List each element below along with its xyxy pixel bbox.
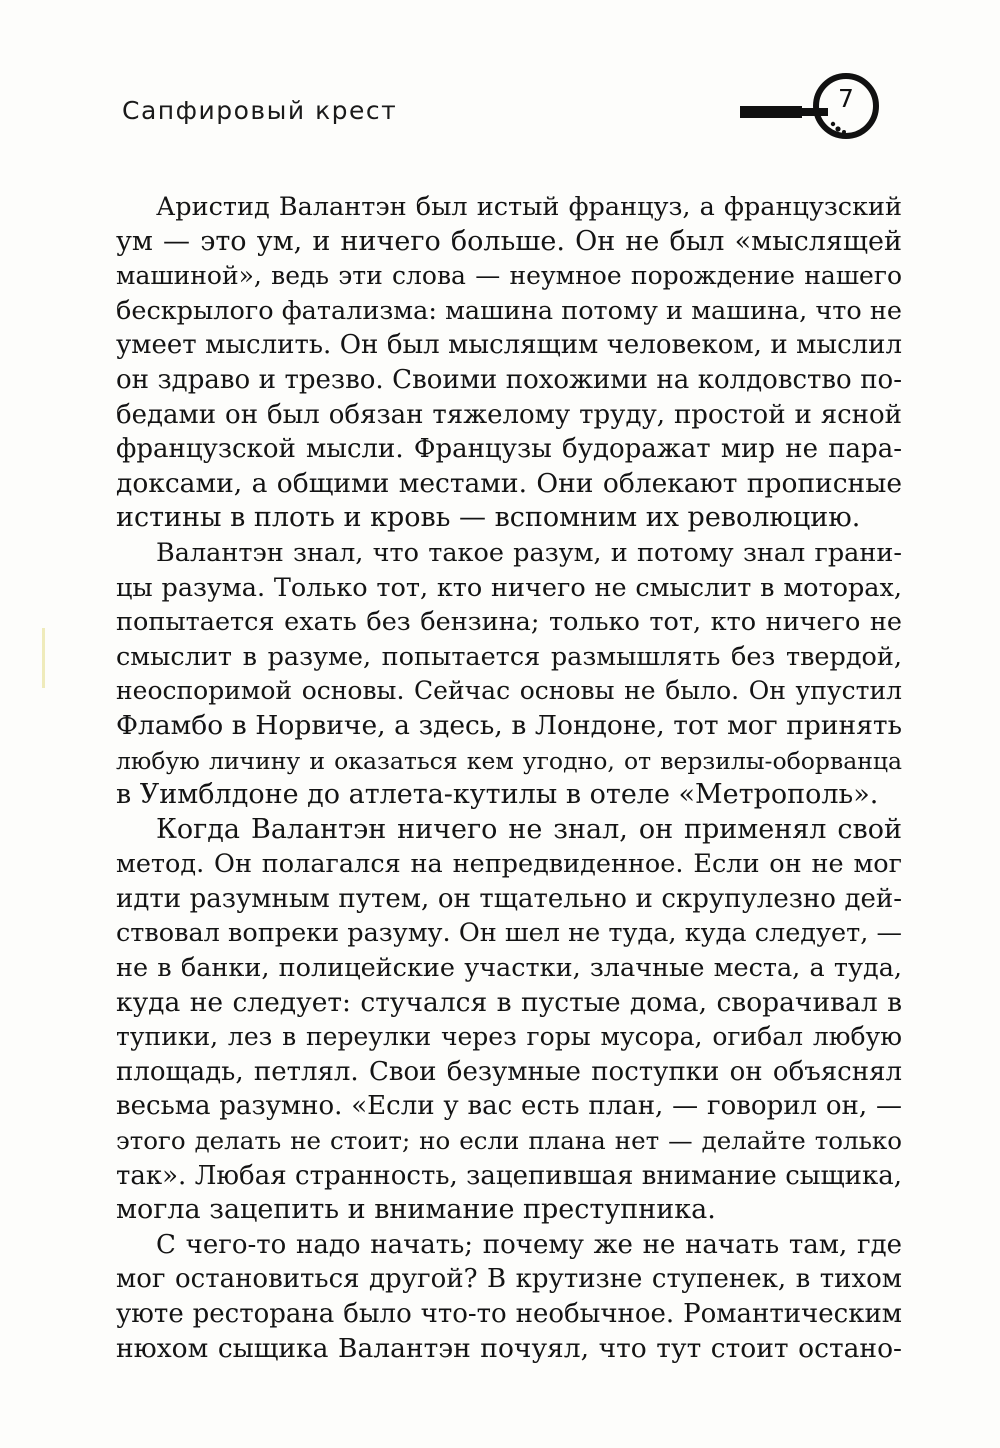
paragraph-1	[116, 190, 902, 536]
text-line: тупики, лез в переулки через горы мусора, огибал любую	[116, 1022, 902, 1052]
text-line: французской мысли. Французы будоражат мир не пара-	[116, 434, 902, 465]
text-line: истины в плоть и кровь — вспомним их революцию.	[116, 502, 861, 534]
text-line: нюхом сыщика Валантэн почуял, что тут стоит остано-	[116, 1332, 902, 1364]
magnifying-glass-icon	[740, 66, 890, 146]
text-line: Валантэн знал, что такое разум, и потому знал грани-	[156, 537, 902, 568]
text-line: цы разума. Только тот, кто ничего не смыслит в моторах,	[116, 572, 902, 603]
text-line: машиной», ведь эти слова — неумное порождение нашего	[116, 261, 902, 291]
text-line: доксами, а общими местами. Они облекают прописные	[116, 467, 902, 499]
text-line: Когда Валантэн ничего не знал, он применял свой	[156, 813, 902, 845]
text-line: умеет мыслить. Он был мыслящим человеком, и мыслил	[116, 330, 902, 361]
text-line: С чего-то надо начать; почему же не начать там, где	[156, 1229, 902, 1260]
text-line: в Уимблдоне до атлета-кутилы в отеле «Метрополь».	[116, 779, 879, 811]
text-line: не в банки, полицейские участки, злачные места, а туда,	[116, 953, 902, 984]
text-line: Фламбо в Норвиче, а здесь, в Лондоне, тот мог принять	[116, 709, 902, 741]
text-line: он здраво и трезво. Своими похожими на колдовство по-	[116, 364, 902, 395]
text-line: любую личину и оказаться кем угодно, от верзилы-оборванца	[116, 746, 902, 775]
text-line: идти разумным путем, он тщательно и скрупулезно дей-	[116, 883, 902, 914]
text-line: метод. Он полагался на непредвиденное. Если он не мог	[116, 849, 902, 880]
running-title: Сапфировый крест	[122, 96, 398, 125]
text-line: мог остановиться другой? В крутизне ступенек, в тихом	[116, 1264, 902, 1295]
text-line: весьма разумно. «Если у вас есть план, — говорил он, —	[116, 1091, 902, 1122]
text-line: площадь, петлял. Свои безумные поступки он объяснял	[116, 1056, 902, 1087]
body-text	[116, 190, 902, 1366]
text-line: Аристид Валантэн был истый француз, а французский	[156, 192, 902, 222]
text-line: попытается ехать без бензина; только тот, кто ничего не	[116, 607, 902, 638]
text-line: куда не следует: стучался в пустые дома, сворачивал в	[116, 986, 902, 1018]
text-line: ум — это ум, и ничего больше. Он не был «мыслящей	[116, 225, 902, 257]
page-number: 7	[838, 84, 854, 113]
text-line: бедами он был обязан тяжелому труду, простой и ясной	[116, 399, 902, 430]
text-line: могла зацепить и внимание преступника.	[116, 1194, 716, 1226]
text-line: ствовал вопреки разуму. Он шел не туда, куда следует, —	[116, 918, 902, 949]
paragraph-4	[116, 1228, 902, 1366]
text-line: смыслит в разуме, попытается размышлять без твердой,	[116, 641, 902, 672]
text-line: бескрылого фатализма: машина потому и машина, что не	[116, 295, 902, 326]
text-line: неоспоримой основы. Сейчас основы не было. Он упустил	[116, 676, 902, 706]
paragraph-2	[116, 536, 902, 813]
text-line: уюте ресторана было что-то необычное. Романтическим	[116, 1299, 902, 1329]
text-line: так». Любая странность, зацепившая внимание сыщика,	[116, 1160, 902, 1191]
margin-mark	[42, 628, 45, 688]
text-line: этого делать не стоит; но если плана нет — делайте только	[116, 1126, 902, 1156]
paragraph-3	[116, 813, 902, 1228]
